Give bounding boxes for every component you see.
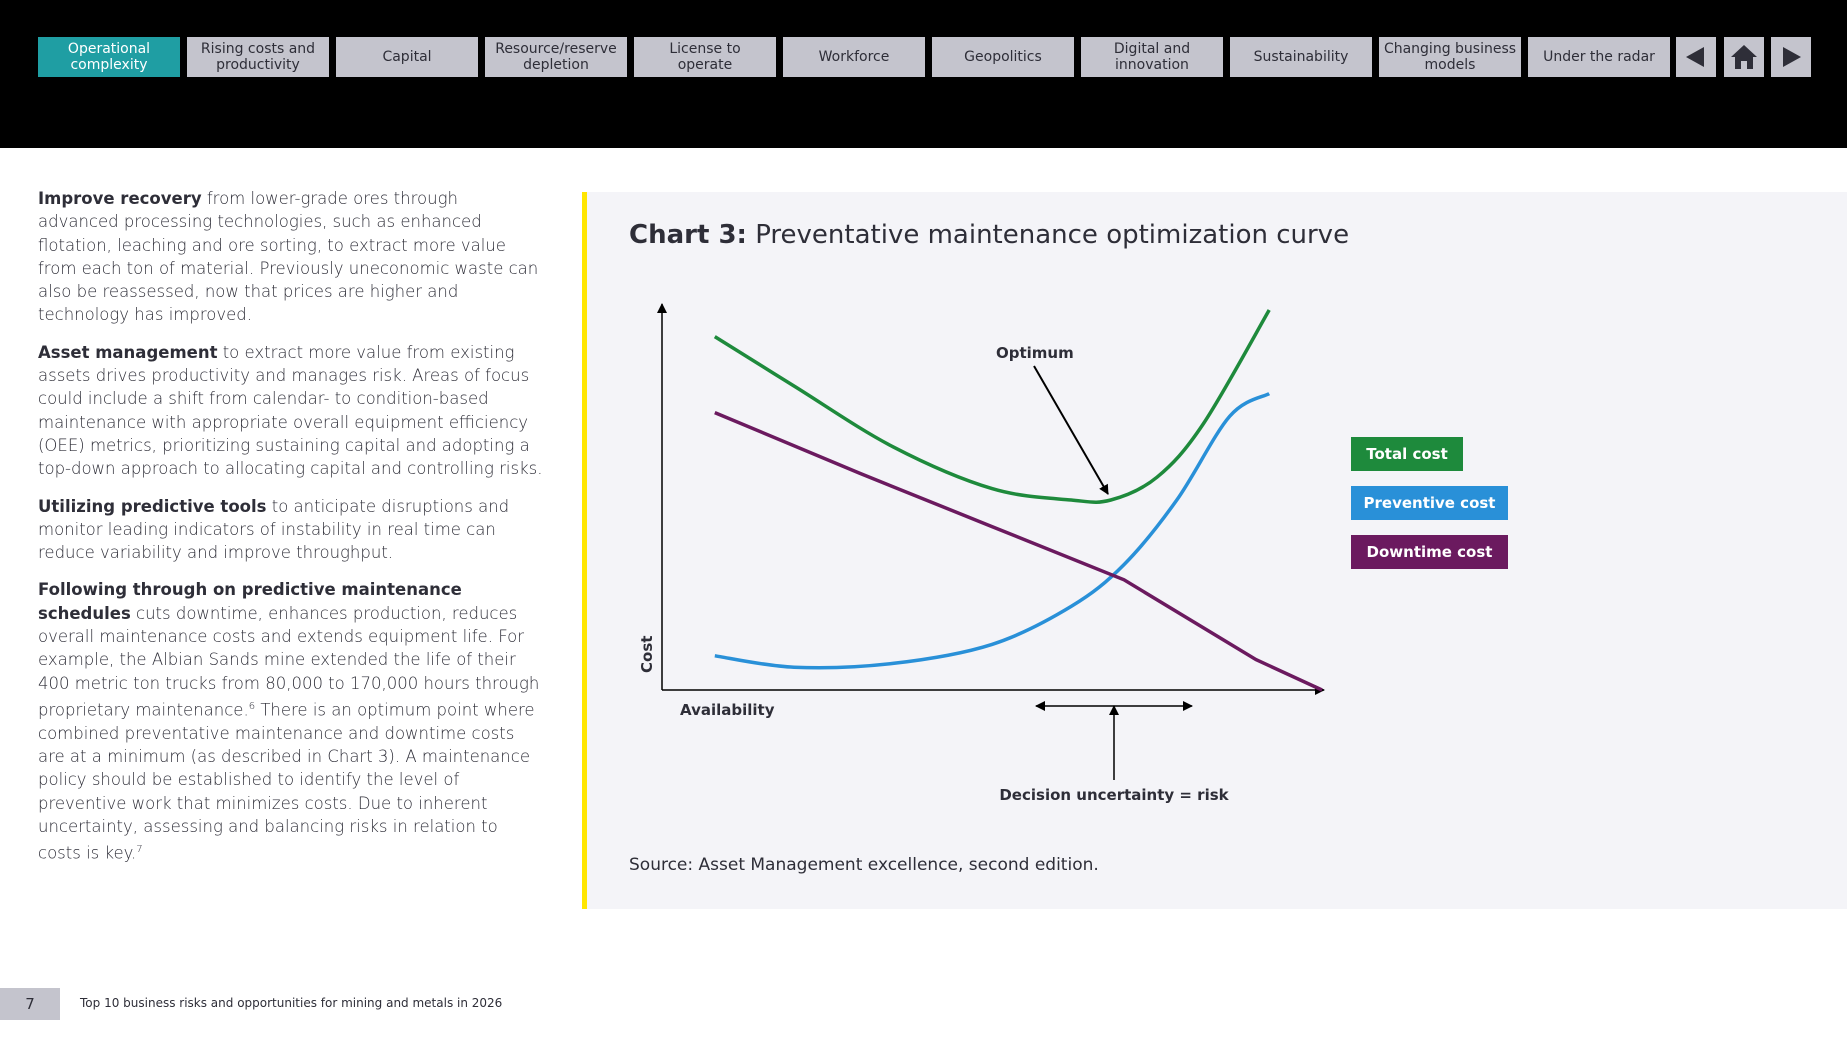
chart-title-text: Preventative maintenance optimization curve	[746, 220, 1350, 250]
nav-tab-label: Under the radar	[1543, 49, 1655, 65]
footer-text: Top 10 business risks and opportunities for mining and metals in 2026	[80, 996, 503, 1010]
series-line-preventive-cost	[715, 394, 1269, 668]
nav-tab-label: Rising costs and productivity	[200, 41, 316, 73]
legend-label: Preventive cost	[1363, 494, 1496, 512]
footnote-ref[interactable]: 6	[248, 700, 256, 712]
paragraph-body: cuts downtime, enhances production, reduces overall maintenance costs and extends equipment life. For example, the Albian Sands mine extended the life of their 400 metric ton trucks from 80,000 to 170,000 hours through proprietary maintenance.	[38, 603, 540, 720]
nav-tab-label: License to operate	[669, 41, 741, 73]
paragraph-lead: Utilizing predictive tools	[38, 496, 267, 516]
chart-title-number: Chart 3:	[629, 220, 747, 250]
y-axis-label: Cost	[638, 635, 656, 673]
legend-label: Total cost	[1366, 445, 1448, 463]
annotation-decision-uncertainty: Decision uncertainty = risk	[999, 786, 1229, 804]
nav-tab-label: Sustainability	[1253, 49, 1349, 65]
x-axis-label: Availability	[680, 701, 775, 719]
page-number: 7	[0, 988, 60, 1020]
chart-source: Source: Asset Management excellence, second edition.	[629, 855, 1099, 875]
paragraph-body: to anticipate disruptions and monitor leading indicators of instability in real time can reduce variability and improve throughput.	[38, 496, 510, 563]
series-line-downtime-cost	[715, 413, 1322, 690]
nav-tab-label: Operational complexity	[67, 41, 151, 73]
paragraph-lead: Following through on predictive maintenance schedules	[38, 580, 462, 623]
paragraph-lead: Asset management	[38, 342, 218, 362]
paragraph-body: from lower-grade ores through advanced processing technologies, such as enhanced flotation, leaching and ore sorting, to extract more value from each ton of material. Previously uneconomic waste can also be reassessed, now that prices are higher and technology has improved.	[38, 189, 539, 325]
nav-tab-label: Workforce	[818, 49, 890, 65]
nav-tab-label: Resource/reserve depletion	[495, 41, 617, 73]
paragraph-body: There is an optimum point where combined preventative maintenance and downtime costs are at a minimum (as described in Chart 3). A maintenance policy should be established to identify the level of preventive work that minimizes costs. Due to inherent uncertainty, assessing and balancing risks in relation to costs is key.	[38, 700, 535, 863]
nav-tab-label: Changing business models	[1383, 41, 1517, 73]
series-line-total-cost	[715, 310, 1269, 502]
nav-tab-label: Digital and innovation	[1113, 41, 1191, 73]
nav-tab-label: Capital	[382, 49, 432, 65]
nav-tab-label: Geopolitics	[964, 49, 1042, 65]
annotation-optimum: Optimum	[996, 344, 1074, 362]
paragraph-body: to extract more value from existing assets drives productivity and manages risk. Areas of focus could include a shift from calendar- to condition-based maintenance with appropriate overall equipment efficiency (OEE) metrics, prioritizing sustaining capital and adopting a top-down approach to allocating capital and controlling risks.	[38, 342, 543, 479]
footnote-ref[interactable]: 7	[136, 844, 143, 856]
legend-label: Downtime cost	[1366, 543, 1493, 561]
optimum-arrow	[1034, 366, 1108, 494]
paragraph-lead: Improve recovery	[38, 189, 202, 208]
